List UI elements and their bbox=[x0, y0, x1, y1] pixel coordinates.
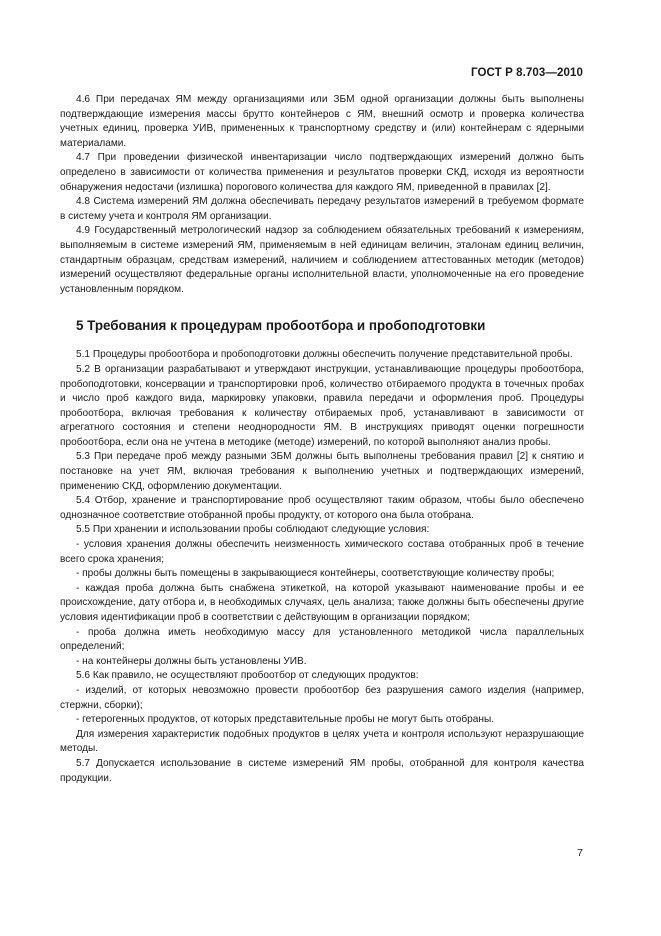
paragraph-4-9: 4.9 Государственный метрологический надзор за соблюдением обязательных требований к измерениям, выполняемым в системе измерений ЯМ, применяемым в ней единицам величин, эталонам единиц величин, стандартным образцам, средствам измерений, наличием и соблюдением аттестованных методик (методов) измерений осуществляют федеральные органы исполнительной власти, уполномоченные на его проведение установленным порядком. bbox=[60, 225, 584, 295]
list-item: - проба должна иметь необходимую массу для установленного методикой числа параллельных определений; bbox=[60, 626, 584, 653]
paragraph-4-7: 4.7 При проведении физической инвентаризации число подтверждающих измерений должно быть определено в зависимости от количества применения и результатов проверки СКД, исходя из вероятности обнаружения недостачи (излишка) порогового количества для каждого ЯМ, приведенной в правилах [2]. bbox=[60, 152, 584, 193]
paragraph-5-3: 5.3 При передаче проб между разными ЗБМ должны быть выполнены требования правил [2] к снятию и постановке на учет ЯМ, включая требования к выполнению учетных и подтверждающих измерений, применению СКД, оформлению документации. bbox=[60, 451, 584, 492]
list-item: - пробы должны быть помещены в закрывающиеся контейнеры, соответствующие количеству пробы; bbox=[76, 568, 555, 580]
list-item: - гетерогенных продуктов, от которых представительные пробы не могут быть отобраны. bbox=[76, 714, 495, 726]
page-number: 7 bbox=[577, 847, 583, 859]
list-item: - условия хранения должны обеспечить неизменность химического состава отобранных проб в течение всего срока хранения; bbox=[60, 539, 584, 565]
list-item: - на контейнеры должны быть установлены УИВ. bbox=[76, 655, 307, 667]
paragraph-5-1: 5.1 Процедуры пробоотбора и пробоподготовки должны обеспечить получение представительной пробы. bbox=[76, 349, 573, 361]
paragraph-4-8: 4.8 Система измерений ЯМ должна обеспечивать передачу результатов измерений в требуемом формате в систему учета и контроля ЯМ организации. bbox=[60, 196, 584, 222]
paragraph-5-7: 5.7 Допускается использование в системе измерений ЯМ пробы, отобранной для контроля качества продукции. bbox=[60, 757, 584, 784]
list-item: - изделий, от которых невозможно провести пробоотбор без разрушения самого изделия (например, стержни, сборки); bbox=[60, 684, 584, 711]
paragraph-5-4: 5.4 Отбор, хранение и транспортирование проб осуществляют таким образом, чтобы было обеспечено однозначное соответствие отобранной пробы продукту, от которого она была отобрана. bbox=[60, 495, 584, 521]
document-code: ГОСТ Р 8.703—2010 bbox=[471, 67, 583, 79]
page-body bbox=[60, 93, 584, 786]
list-item: - каждая проба должна быть снабжена этикеткой, на которой указывают наименование пробы и ее происхождение, дату отбора и, в необходимых случаях, цель анализа; также должны быть обеспечены другие условия идентификации проб в соответствии с действующим в организации порядком; bbox=[60, 582, 584, 623]
paragraph-5-5: 5.5 При хранении и использовании пробы соблюдают следующие условия: bbox=[76, 524, 430, 536]
paragraph-nondestructive: Для измерения характеристик подобных продуктов в целях учета и контроля используют неразрушающие методы. bbox=[60, 728, 584, 755]
paragraph-4-6: 4.6 При передачах ЯМ между организациями или ЗБМ одной организации должны быть выполнены подтверждающие измерения массы брутто контейнеров с ЯМ, внешний осмотр и проверка количества учетных единиц, проверка УИВ, примененных к транспортному средству и (или) контейнерам с ядерными материалами. bbox=[60, 94, 584, 149]
paragraph-5-2: 5.2 В организации разрабатывают и утверждают инструкции, устанавливающие процедуры пробоотбора, пробоподготовки, консервации и транспортировки проб, количество отбираемого продукта в точечных пробах и число проб каждого вида, маркировку упаковки, правила передачи и оформления проб. Процедуры пробоотбора, включая требования к количеству отбираемых проб, устанавливают в зависимости от агрегатного состояния и степени неоднородности ЯМ. В инструкциях приводят оценки погрешности пробоотбора, если она не учтена в методике (методе) измерений, по которой выполняют анализ пробы. bbox=[60, 363, 584, 448]
paragraph-5-6: 5.6 Как правило, не осуществляют пробоотбор от следующих продуктов: bbox=[76, 670, 419, 682]
section-5-title: 5 Требования к процедурам пробоотбора и пробоподготовки bbox=[76, 318, 486, 334]
